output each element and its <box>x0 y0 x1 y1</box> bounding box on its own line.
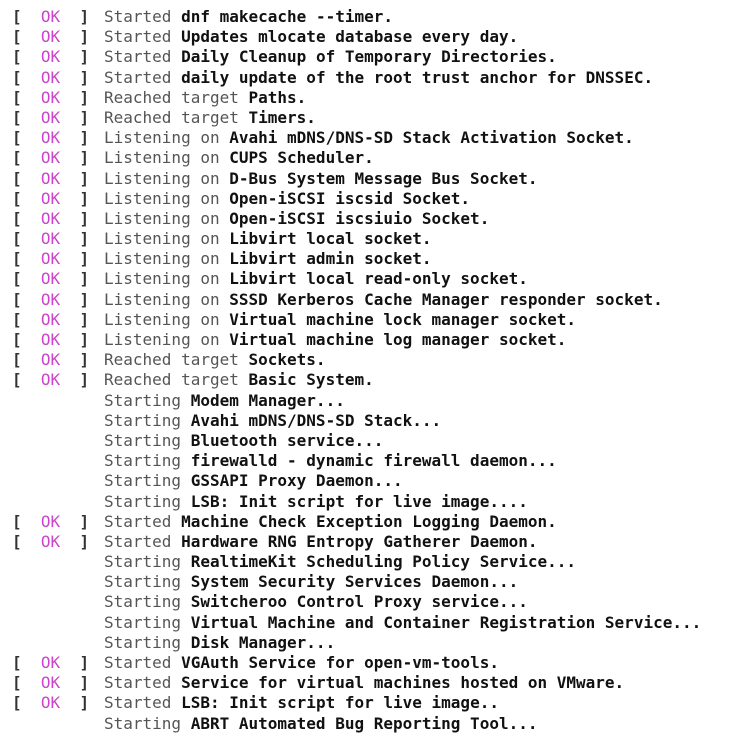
log-message: Daily Cleanup of Temporary Directories. <box>181 47 557 67</box>
log-message: Sockets. <box>248 350 326 370</box>
log-verb: Started <box>104 531 172 551</box>
status-close-bracket: ] <box>79 229 90 249</box>
log-message: ABRT Automated Bug Reporting Tool... <box>190 713 538 733</box>
status-open-bracket: [ <box>12 370 22 390</box>
log-message: Bluetooth service... <box>190 430 384 450</box>
status-close-bracket: ] <box>79 531 90 551</box>
status-indicator <box>12 169 104 189</box>
status-ok-label: OK <box>40 229 61 249</box>
status-ok-label: OK <box>40 269 61 289</box>
status-ok-label: OK <box>40 7 61 26</box>
status-indicator <box>12 330 104 350</box>
log-verb: Started <box>104 653 172 672</box>
status-close-bracket: ] <box>79 309 90 329</box>
log-message: Open-iSCSI iscsiuio Socket. <box>229 208 490 228</box>
status-indicator <box>12 47 104 67</box>
status-indicator <box>12 653 104 673</box>
log-verb: Starting <box>104 713 182 733</box>
log-line <box>12 512 740 532</box>
status-open-bracket: [ <box>12 208 22 228</box>
status-open-bracket: [ <box>12 107 22 127</box>
log-line <box>12 370 740 390</box>
status-indicator <box>12 693 104 713</box>
log-verb: Listening on <box>104 289 220 309</box>
status-indicator <box>12 68 104 88</box>
log-message: Machine Check Exception Logging Daemon. <box>181 511 557 531</box>
log-verb: Listening on <box>104 330 220 349</box>
log-verb: Starting <box>104 572 182 592</box>
status-close-bracket: ] <box>79 188 90 208</box>
log-message: Libvirt admin socket. <box>229 249 432 269</box>
status-close-bracket: ] <box>79 269 90 289</box>
log-message: VGAuth Service for open-vm-tools. <box>181 653 499 672</box>
log-message: Switcheroo Control Proxy service... <box>190 592 528 612</box>
log-line <box>12 27 740 47</box>
log-verb: Starting <box>104 471 182 491</box>
log-line <box>12 7 740 27</box>
status-close-bracket: ] <box>79 87 90 107</box>
status-ok-label: OK <box>40 148 61 168</box>
status-ok-label: OK <box>40 693 61 713</box>
log-verb: Reached target <box>104 87 239 107</box>
log-verb: Started <box>104 673 172 693</box>
log-message: RealtimeKit Scheduling Policy Service... <box>190 552 577 572</box>
log-verb: Listening on <box>104 168 220 188</box>
log-verb: Listening on <box>104 309 220 329</box>
status-open-bracket: [ <box>12 67 22 87</box>
status-indicator <box>12 27 104 47</box>
status-open-bracket: [ <box>12 188 22 208</box>
log-verb: Listening on <box>104 188 220 208</box>
log-line <box>12 532 740 552</box>
status-close-bracket: ] <box>79 350 90 370</box>
status-ok-label: OK <box>40 208 61 228</box>
log-line <box>12 189 740 209</box>
log-message: Virtual machine log manager socket. <box>229 330 567 349</box>
log-verb: Reached target <box>104 370 239 390</box>
status-open-bracket: [ <box>12 27 22 47</box>
log-line <box>12 350 740 370</box>
log-verb: Listening on <box>104 208 220 228</box>
status-indicator <box>12 7 104 27</box>
log-line <box>12 451 740 471</box>
status-open-bracket: [ <box>12 309 22 329</box>
status-ok-label: OK <box>40 27 61 47</box>
status-open-bracket: [ <box>12 531 22 551</box>
log-line <box>12 391 740 411</box>
log-verb: Started <box>104 511 172 531</box>
log-message: Libvirt local read-only socket. <box>229 269 528 289</box>
log-verb: Listening on <box>104 128 220 148</box>
log-line <box>12 471 740 491</box>
log-message: LSB: Init script for live image.... <box>190 491 528 511</box>
log-message: Paths. <box>248 87 307 107</box>
status-ok-label: OK <box>40 87 61 107</box>
status-ok-label: OK <box>40 168 61 188</box>
log-line <box>12 431 740 451</box>
log-verb: Starting <box>104 632 182 652</box>
log-message: Hardware RNG Entropy Gatherer Daemon. <box>181 531 538 551</box>
status-ok-label: OK <box>40 330 61 349</box>
status-indicator <box>12 88 104 108</box>
log-message: SSSD Kerberos Cache Manager responder socket. <box>229 289 663 309</box>
log-verb: Starting <box>104 390 182 410</box>
log-message: daily update of the root trust anchor for DNSSEC. <box>181 67 654 87</box>
status-open-bracket: [ <box>12 47 22 67</box>
log-verb: Started <box>104 693 172 713</box>
log-line <box>12 209 740 229</box>
status-ok-label: OK <box>40 653 61 672</box>
status-open-bracket: [ <box>12 511 22 531</box>
log-message: firewalld - dynamic firewall daemon... <box>190 451 557 471</box>
status-ok-label: OK <box>40 511 61 531</box>
log-message: Avahi mDNS/DNS-SD Stack Activation Socket. <box>229 128 634 148</box>
status-ok-label: OK <box>40 188 61 208</box>
status-open-bracket: [ <box>12 289 22 309</box>
status-close-bracket: ] <box>79 693 90 713</box>
status-close-bracket: ] <box>79 511 90 531</box>
log-verb: Starting <box>104 592 182 612</box>
status-indicator <box>12 148 104 168</box>
status-close-bracket: ] <box>79 27 90 47</box>
log-line <box>12 693 740 713</box>
log-verb: Starting <box>104 430 182 450</box>
status-indicator <box>12 512 104 532</box>
status-ok-label: OK <box>40 249 61 269</box>
log-line <box>12 411 740 431</box>
status-close-bracket: ] <box>79 289 90 309</box>
log-line <box>12 653 740 673</box>
status-close-bracket: ] <box>79 673 90 693</box>
log-message: LSB: Init script for live image.. <box>181 693 499 713</box>
log-verb: Reached target <box>104 350 239 370</box>
status-close-bracket: ] <box>79 107 90 127</box>
status-indicator <box>12 290 104 310</box>
log-verb: Started <box>104 7 172 26</box>
log-verb: Reached target <box>104 107 239 127</box>
log-message: CUPS Scheduler. <box>229 148 374 168</box>
log-message: Service for virtual machines hosted on VMware. <box>181 673 625 693</box>
log-verb: Listening on <box>104 249 220 269</box>
status-indicator <box>12 189 104 209</box>
status-close-bracket: ] <box>79 208 90 228</box>
log-verb: Started <box>104 27 172 47</box>
log-verb: Starting <box>104 410 182 430</box>
status-open-bracket: [ <box>12 330 22 349</box>
status-close-bracket: ] <box>79 128 90 148</box>
log-message: GSSAPI Proxy Daemon... <box>190 471 403 491</box>
status-open-bracket: [ <box>12 148 22 168</box>
log-line <box>12 169 740 189</box>
status-ok-label: OK <box>40 309 61 329</box>
log-line <box>12 68 740 88</box>
status-indicator <box>12 673 104 693</box>
status-ok-label: OK <box>40 531 61 551</box>
log-message: Virtual machine lock manager socket. <box>229 309 577 329</box>
status-close-bracket: ] <box>79 330 90 349</box>
status-close-bracket: ] <box>79 148 90 168</box>
status-open-bracket: [ <box>12 673 22 693</box>
log-verb: Starting <box>104 552 182 572</box>
log-verb: Started <box>104 47 172 67</box>
log-verb: Listening on <box>104 269 220 289</box>
log-verb: Starting <box>104 491 182 511</box>
status-open-bracket: [ <box>12 87 22 107</box>
status-open-bracket: [ <box>12 693 22 713</box>
status-open-bracket: [ <box>12 168 22 188</box>
status-ok-label: OK <box>40 128 61 148</box>
status-close-bracket: ] <box>79 370 90 390</box>
status-indicator <box>12 370 104 390</box>
log-line <box>12 592 740 612</box>
log-message: Basic System. <box>248 370 374 390</box>
log-line <box>12 673 740 693</box>
status-open-bracket: [ <box>12 653 22 672</box>
log-message: Libvirt local socket. <box>229 229 432 249</box>
status-open-bracket: [ <box>12 249 22 269</box>
status-ok-label: OK <box>40 67 61 87</box>
log-line <box>12 290 740 310</box>
log-verb: Starting <box>104 612 182 632</box>
status-indicator <box>12 108 104 128</box>
log-line <box>12 310 740 330</box>
log-line <box>12 572 740 592</box>
status-close-bracket: ] <box>79 47 90 67</box>
status-open-bracket: [ <box>12 128 22 148</box>
log-line <box>12 552 740 572</box>
status-close-bracket: ] <box>79 249 90 269</box>
status-indicator <box>12 532 104 552</box>
status-ok-label: OK <box>40 47 61 67</box>
status-close-bracket: ] <box>79 653 90 672</box>
log-line <box>12 108 740 128</box>
status-close-bracket: ] <box>79 168 90 188</box>
log-message: Timers. <box>248 107 316 127</box>
status-ok-label: OK <box>40 350 61 370</box>
status-close-bracket: ] <box>79 7 90 26</box>
log-message: Modem Manager... <box>190 390 345 410</box>
log-verb: Listening on <box>104 229 220 249</box>
log-line <box>12 47 740 67</box>
status-open-bracket: [ <box>12 269 22 289</box>
log-verb: Starting <box>104 451 182 471</box>
log-line <box>12 492 740 512</box>
log-line <box>12 269 740 289</box>
log-line <box>12 633 740 653</box>
status-ok-label: OK <box>40 673 61 693</box>
log-line <box>12 88 740 108</box>
status-indicator <box>12 310 104 330</box>
log-message: Disk Manager... <box>190 632 336 652</box>
log-message: Open-iSCSI iscsid Socket. <box>229 188 471 208</box>
status-close-bracket: ] <box>79 67 90 87</box>
log-line <box>12 128 740 148</box>
log-message: System Security Services Daemon... <box>190 572 519 592</box>
log-line <box>12 249 740 269</box>
log-message: Virtual Machine and Container Registration Service... <box>190 612 702 632</box>
log-message: Avahi mDNS/DNS-SD Stack... <box>190 410 442 430</box>
status-ok-label: OK <box>40 370 61 390</box>
status-indicator <box>12 350 104 370</box>
log-line <box>12 714 740 734</box>
status-open-bracket: [ <box>12 7 22 26</box>
status-indicator <box>12 269 104 289</box>
log-line <box>12 148 740 168</box>
status-open-bracket: [ <box>12 229 22 249</box>
log-line <box>12 229 740 249</box>
log-verb: Listening on <box>104 148 220 168</box>
status-ok-label: OK <box>40 107 61 127</box>
log-message: dnf makecache --timer. <box>181 7 393 26</box>
status-indicator <box>12 128 104 148</box>
status-indicator <box>12 249 104 269</box>
status-open-bracket: [ <box>12 350 22 370</box>
log-message: Updates mlocate database every day. <box>181 27 519 47</box>
log-line <box>12 613 740 633</box>
status-indicator <box>12 229 104 249</box>
status-ok-label: OK <box>40 289 61 309</box>
status-indicator <box>12 209 104 229</box>
log-verb: Started <box>104 67 172 87</box>
log-message: D-Bus System Message Bus Socket. <box>229 168 538 188</box>
log-line <box>12 330 740 350</box>
